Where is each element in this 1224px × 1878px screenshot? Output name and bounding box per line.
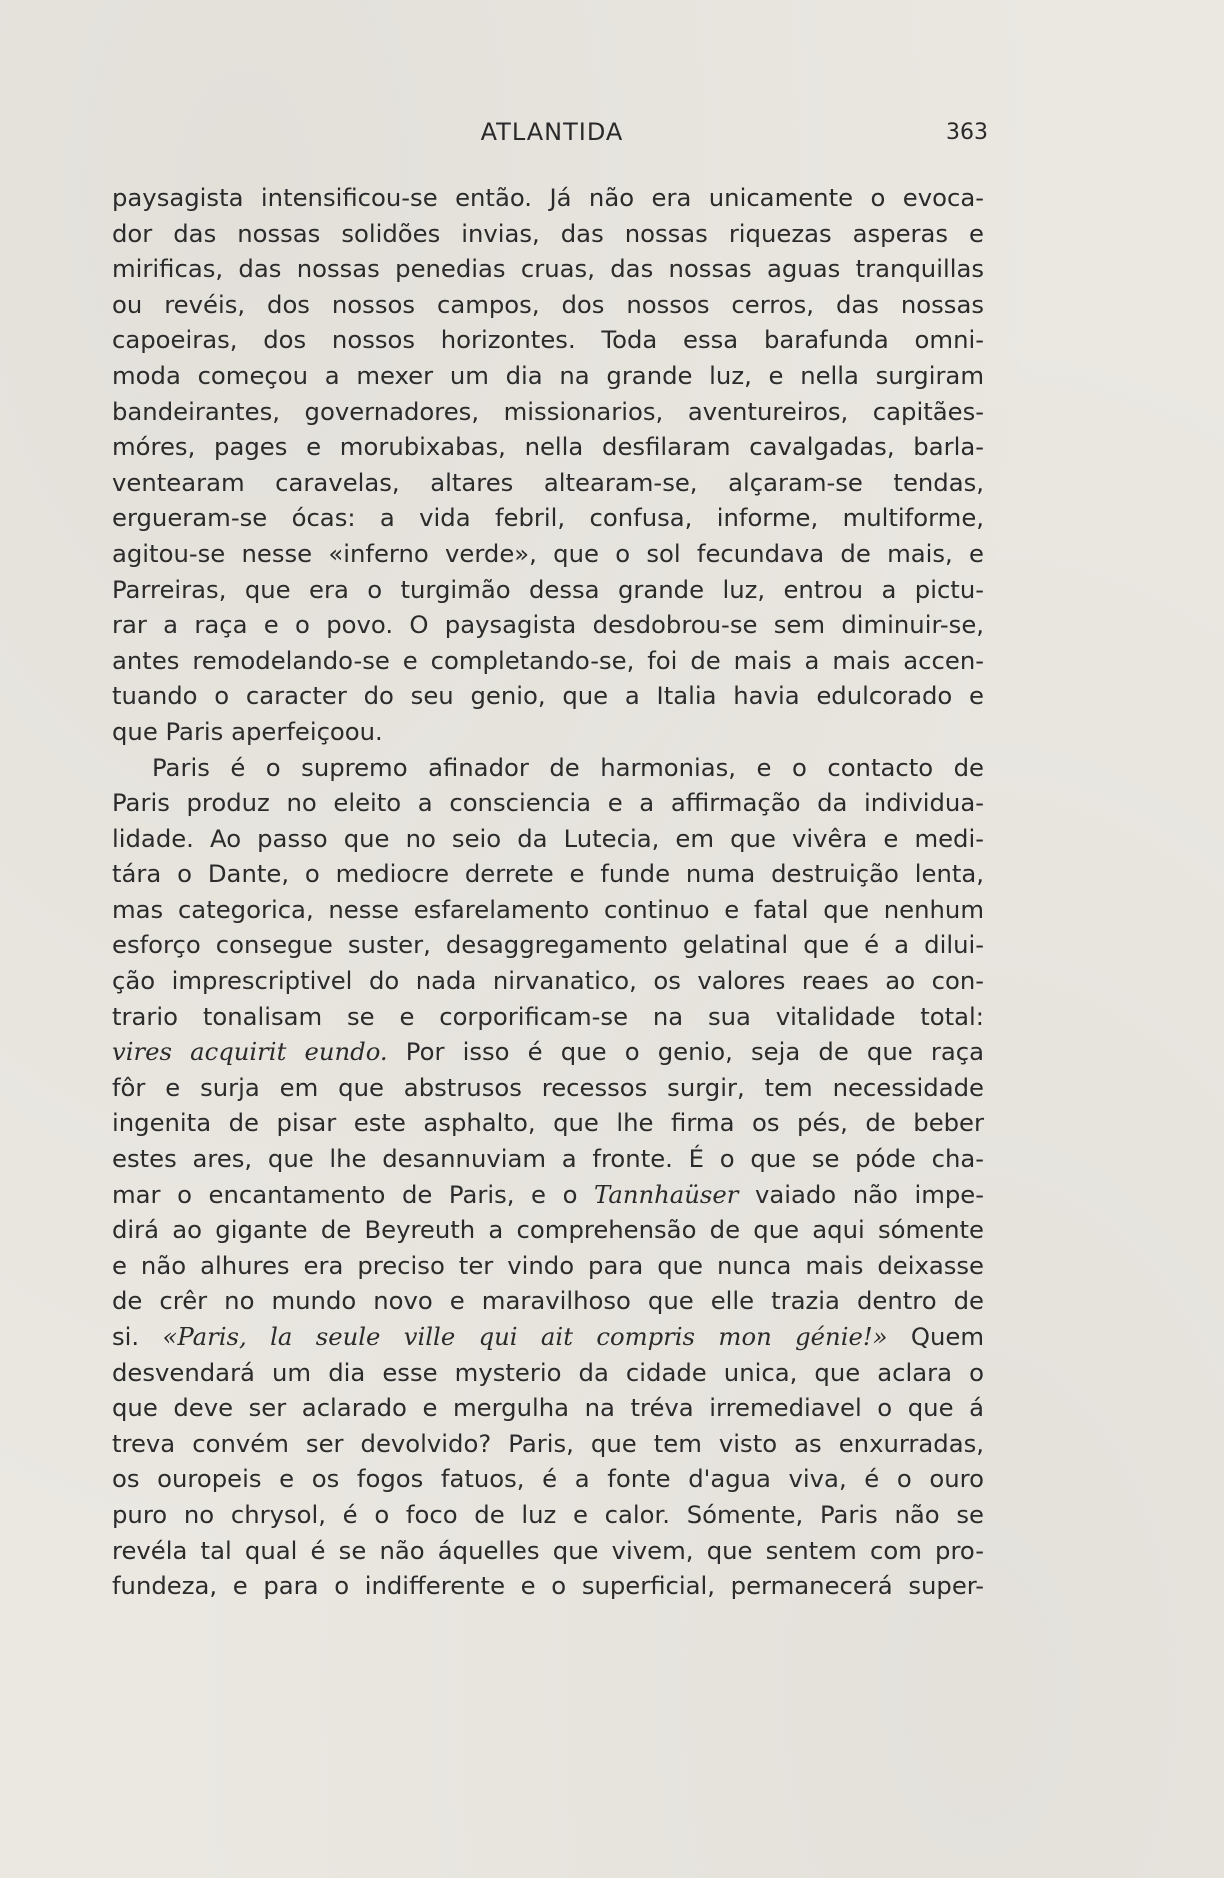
text-line (112, 1212, 984, 1248)
text-segment: desvendará um dia esse mysterio da cidade unica, que aclara o (112, 1357, 984, 1387)
text-line (112, 785, 984, 821)
text-line (112, 429, 984, 465)
text-segment: si. (112, 1322, 163, 1351)
text-segment: de crêr no mundo novo e maravilhoso que elle trazia dentro de (112, 1286, 984, 1316)
text-line (112, 1248, 984, 1284)
text-line (112, 999, 984, 1035)
italic-phrase: vires acquirit eundo. (112, 1037, 388, 1067)
text-line (112, 322, 984, 358)
text-segment: móres, pages e morubixabas, nella desfilaram cavalgadas, barla- (112, 432, 984, 462)
text-segment: rar a raça e o povo. O paysagista desdobrou-se sem diminuir-se, (112, 610, 984, 640)
text-line (112, 1105, 984, 1141)
text-segment: trario tonalisam se e corporificam-se na sua vitalidade total: (112, 1001, 984, 1031)
text-segment: dor das nossas solidões invias, das nossas riquezas asperas e (112, 218, 984, 248)
text-line (112, 1177, 984, 1213)
text-line (112, 927, 984, 963)
text-line (112, 1461, 984, 1497)
text-segment: tára o Dante, o mediocre derrete e funde numa destruição lenta, (112, 859, 984, 889)
text-line (112, 963, 984, 999)
text-line (112, 394, 984, 430)
text-line (112, 180, 984, 216)
text-segment: revéla tal qual é se não áquelles que vivem, que sentem com pro- (112, 1535, 984, 1565)
text-line (112, 856, 984, 892)
text-segment: puro no chrysol, é o foco de luz e calor. Sómente, Paris não se (112, 1499, 984, 1529)
text-segment: mar o encantamento de Paris, e o (112, 1179, 595, 1209)
text-line (112, 678, 984, 714)
text-segment: bandeirantes, governadores, missionarios, aventureiros, capitães- (112, 396, 984, 426)
page-header (116, 112, 988, 148)
text-line (112, 750, 984, 786)
text-line (112, 1533, 984, 1569)
page-number: 363 (946, 120, 988, 145)
text-line (112, 287, 984, 323)
running-head: ATLANTIDA (480, 118, 624, 146)
text-line (112, 1390, 984, 1426)
text-line (112, 714, 984, 750)
text-segment: que deve ser aclarado e mergulha na tréva irremediavel o que á (112, 1393, 984, 1423)
text-segment: Parreiras, que era o turgimão dessa grande luz, entrou a pictu- (112, 574, 984, 604)
text-segment: Quem (887, 1322, 985, 1351)
text-segment: lidade. Ao passo que no seio da Lutecia, em que vivêra e medi- (112, 823, 984, 853)
text-segment: treva convém ser devolvido? Paris, que tem visto as enxurradas, (112, 1428, 984, 1458)
text-segment: dirá ao gigante de Beyreuth a comprehensão de que aqui sómente (112, 1215, 984, 1245)
text-line (112, 465, 984, 501)
text-line (112, 536, 984, 572)
text-line (112, 251, 984, 287)
text-segment: Paris é o supremo afinador de harmonias, e o contacto de (152, 752, 984, 782)
text-segment: esforço consegue suster, desaggregamento gelatinal que é a dilui- (112, 930, 984, 960)
italic-phrase: Tannhaüser (594, 1179, 739, 1209)
text-segment: fôr e surja em que abstrusos recessos surgir, tem necessidade (112, 1072, 984, 1102)
text-line (112, 1568, 984, 1604)
text-segment: ou revéis, dos nossos campos, dos nossos cerros, das nossas (112, 289, 984, 319)
text-line (112, 500, 984, 536)
text-segment: agitou-se nesse «inferno verde», que o sol fecundava de mais, e (112, 538, 984, 568)
text-line (112, 216, 984, 252)
text-line (112, 643, 984, 679)
text-line (112, 1141, 984, 1177)
text-segment: vaiado não impe- (738, 1179, 985, 1209)
text-segment: ventearam caravelas, altares altearam-se, alçaram-se tendas, (112, 467, 984, 497)
text-segment: Por isso é que o genio, seja de que raça (387, 1037, 984, 1067)
text-line (112, 1070, 984, 1106)
body-text (112, 180, 984, 1604)
text-segment: mas categorica, nesse esfarelamento continuo e fatal que nenhum (112, 894, 984, 924)
italic-phrase: «Paris, la seule ville qui ait compris mon génie!» (162, 1322, 888, 1351)
text-segment: estes ares, que lhe desannuviam a fronte. É o que se póde cha- (112, 1144, 984, 1174)
text-segment: e não alhures era preciso ter vindo para que nunca mais deixasse (112, 1250, 984, 1280)
text-line (112, 1497, 984, 1533)
text-segment: paysagista intensificou-se então. Já não era unicamente o evoca- (112, 183, 984, 212)
text-segment: capoeiras, dos nossos horizontes. Toda essa barafunda omni- (112, 325, 984, 355)
text-segment: os ouropeis e os fogos fatuos, é a fonte d'agua viva, é o ouro (112, 1464, 984, 1494)
text-line (112, 1034, 984, 1070)
text-segment: tuando o caracter do seu genio, que a Italia havia edulcorado e (112, 681, 984, 711)
text-line (112, 1426, 984, 1462)
text-segment: moda começou a mexer um dia na grande luz, e nella surgiram (112, 360, 984, 390)
text-segment: que Paris aperfeiçoou. (112, 716, 383, 746)
text-segment: ingenita de pisar este asphalto, que lhe firma os pés, de beber (112, 1108, 984, 1138)
text-segment: ção imprescriptivel do nada nirvanatico, os valores reaes ao con- (112, 966, 984, 996)
text-line (112, 1355, 984, 1391)
text-line (112, 1283, 984, 1319)
text-line (112, 607, 984, 643)
text-segment: fundeza, e para o indifferente e o superficial, permanecerá super- (112, 1571, 984, 1601)
text-line (112, 572, 984, 608)
text-line (112, 1319, 984, 1355)
text-segment: ergueram-se ócas: a vida febril, confusa, informe, multiforme, (112, 503, 984, 533)
text-segment: Paris produz no eleito a consciencia e a affirmação da individua- (112, 788, 984, 818)
text-line (112, 821, 984, 857)
text-line (112, 358, 984, 394)
text-line (112, 892, 984, 928)
text-segment: mirificas, das nossas penedias cruas, das nossas aguas tranquillas (112, 254, 984, 284)
text-segment: antes remodelando-se e completando-se, foi de mais a mais accen- (112, 645, 984, 675)
